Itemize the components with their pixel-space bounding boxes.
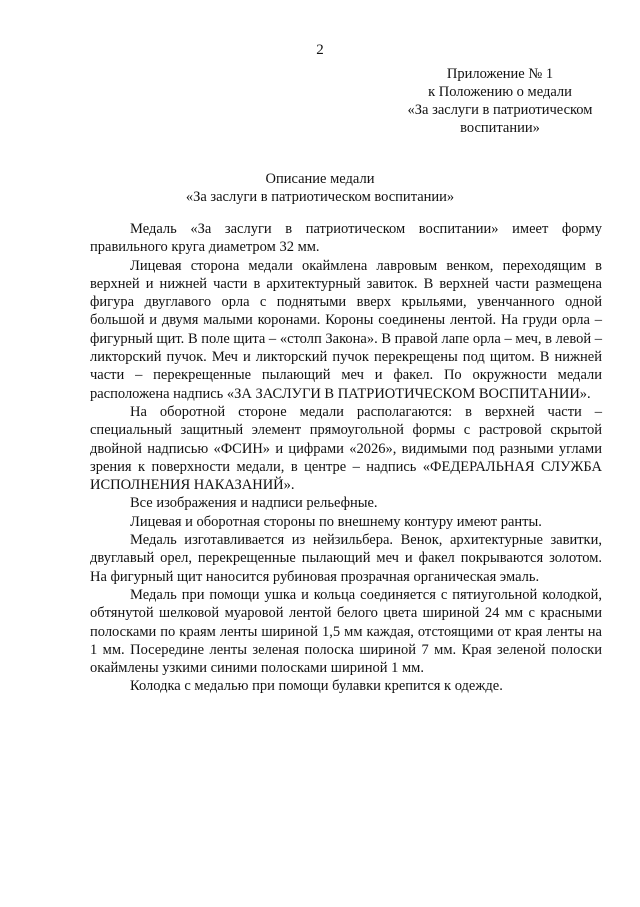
- document-title: [0, 170, 640, 206]
- appendix-header: [380, 65, 620, 137]
- paragraph-rims: Лицевая и оборотная стороны по внешнему контуру имеют ранты.: [130, 513, 542, 530]
- document-body: [90, 220, 602, 696]
- paragraph-relief: Все изображения и надписи рельефные.: [130, 495, 378, 512]
- paragraph-reverse: На оборотной стороне медали располагаются: в верхней части – специальный защитный элемент прямоугольной формы с растровой скрытой двойной надписью «ФСИН» и цифрами «2026», видимыми под разными углами зрения к поверхности медали, в центре – надпись «ФЕДЕРАЛЬНАЯ СЛУЖБА ИСПОЛНЕНИЯ НАКАЗАНИЙ».: [90, 403, 602, 494]
- appendix-line-2: к Положению о медали: [428, 84, 572, 100]
- paragraph-shape: Медаль «За заслуги в патриотическом воспитании» имеет форму правильного круга диаметром 32 мм.: [90, 221, 602, 256]
- appendix-line-4: воспитании»: [460, 120, 540, 136]
- title-line-2: «За заслуги в патриотическом воспитании»: [185, 189, 455, 205]
- appendix-line-3: «За заслуги в патриотическом: [407, 102, 593, 118]
- paragraph-obverse: Лицевая сторона медали окаймлена лавровым венком, переходящим в верхней и нижней части в архитектурный завиток. В верхней части размещена фигура двуглавого орла с поднятыми вверх крыльями, увенчанного одной большой и двумя малыми коронами. Короны соединены лентой. На груди орла – фигурный щит. В поле щита – «столп Закона». В правой лапе орла – меч, в левой – ликторский пучок. Меч и ликторский пучок перекрещены под щитом. В нижней части – перекрещенные пылающий меч и факел. По окружности медали расположена надпись «ЗА ЗАСЛУГИ В ПАТРИОТИЧЕСКОМ ВОСПИТАНИИ».: [90, 257, 602, 402]
- page-number: 2: [316, 42, 324, 58]
- paragraph-attachment: Колодка с медалью при помощи булавки крепится к одежде.: [130, 678, 503, 695]
- paragraph-ribbon: Медаль при помощи ушка и кольца соединяется с пятиугольной колодкой, обтянутой шелковой муаровой лентой белого цвета шириной 24 мм с красными полосками по краям ленты шириной 1,5 мм каждая, отстоящими от края ленты на 1 мм. Посередине ленты зеленая полоска шириной 7 мм. Края зеленой полоски окаймлены узкими синими полосками шириной 1 мм.: [90, 586, 602, 677]
- title-line-1: Описание медали: [265, 171, 375, 187]
- appendix-line-1: Приложение № 1: [446, 66, 554, 82]
- paragraph-material: Медаль изготавливается из нейзильбера. Венок, архитектурные завитки, двуглавый орел, перекрещенные пылающий меч и факел покрываются золотом. На фигурный щит наносится рубиновая прозрачная органическая эмаль.: [90, 532, 602, 585]
